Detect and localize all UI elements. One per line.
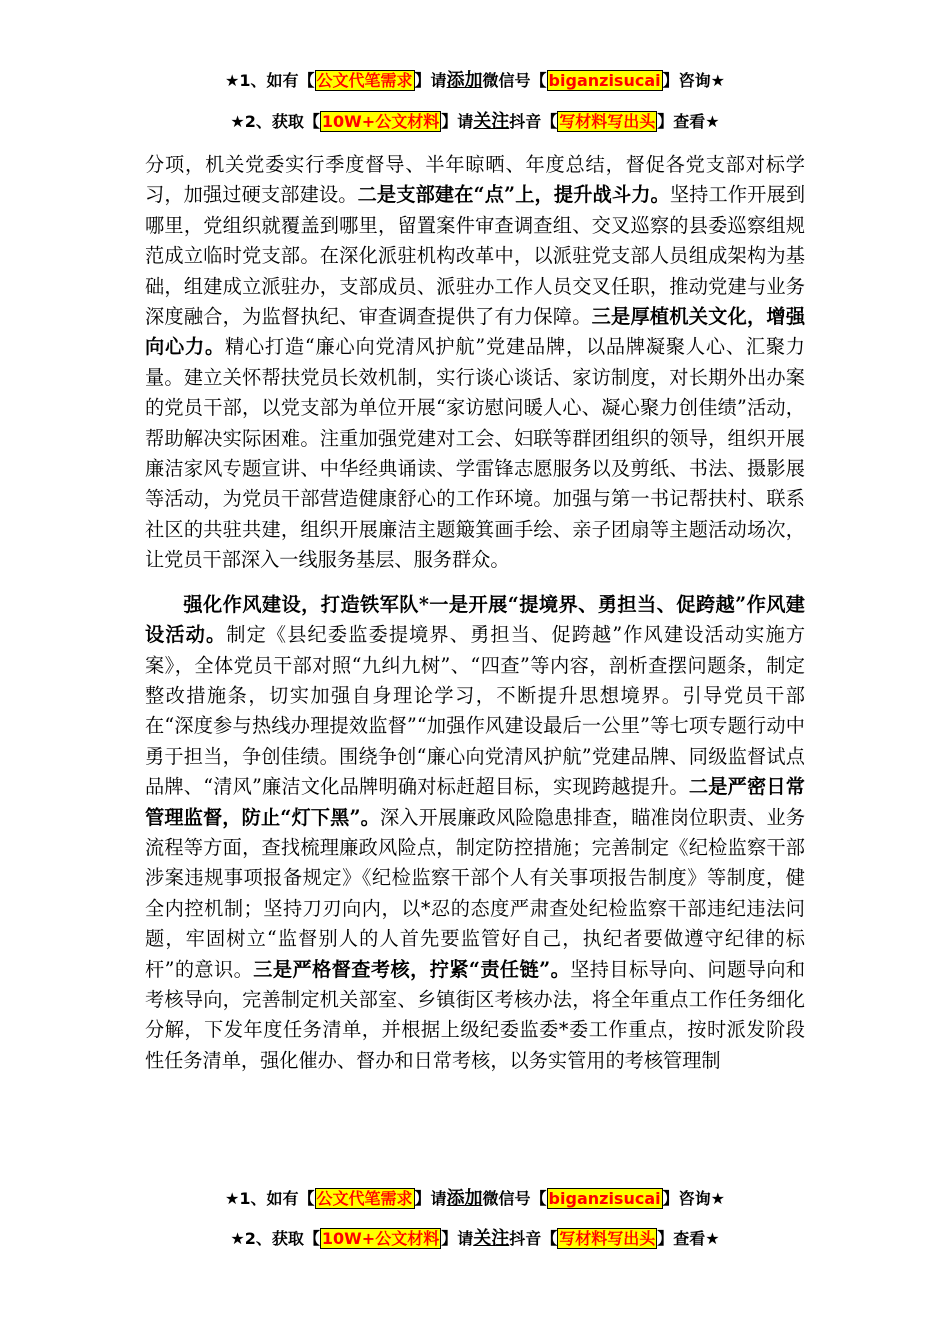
footer-highlight-materials: 10W+公文材料 [321, 1229, 440, 1248]
document-body [145, 150, 805, 1076]
footer-line-1: ★1、如有【 公文代笔需求 】请添加微信号【 biganzisucai 】咨询★ [225, 1188, 725, 1209]
footer-line-2: ★2、获取【 10W+公文材料 】请关注抖音【 写材料写出头 】查看★ [230, 1228, 720, 1249]
footer-emphasis-follow: 关注 [473, 1228, 510, 1249]
highlight-douyin: 写材料写出头 [559, 112, 656, 131]
bold-heading-work-style: 强化作风建设，打造铁军队*一是开展“提境界、勇担当、促跨越”作风建设活动。 [145, 592, 805, 647]
paragraph-party-building: 分项，机关党委实行季度督导、半年晾晒、年度总结，督促各党支部对标学习，加强过硬支部建设。二是支部建在“点”上，提升战斗力。坚持工作开展到哪里，党组织就覆盖到哪里，留置案件审查调查组、交叉巡察的县委巡察组规范成立临时党支部。在深化派驻机构改革中，以派驻党支部人员组成架构为基础，组建成立派驻办，支部成员、派驻办工作人员交叉任职，推动党建与业务深度融合，为监督执纪、审查调查提供了有力保障。三是厚植机关文化，增强向心力。精心打造“廉心向党清风护航”党建品牌，以品牌凝聚人心、汇聚力量。建立关怀帮扶党员长效机制，实行谈心谈话、家访制度，对长期外出办案的党员干部，以党支部为单位开展“家访慰问暖人心、凝心聚力创佳绩”活动，帮助解决实际困难。注重加强党建对工会、妇联等群团组织的领导，组织开展廉洁家风专题宣讲、中华经典诵读、学雷锋志愿服务以及剪纸、书法、摄影展等活动，为党员干部营造健康舒心的工作环境。加强与第一书记帮扶村、联系社区的共驻共建，组织开展廉洁主题簸箕画手绘、亲子团扇等主题活动场次，让党员干部深入一线服务基层、服务群众。 [145, 153, 806, 572]
bold-heading-culture: 三是厚植机关文化，增强向心力。 [145, 305, 806, 359]
footer-highlight-wechat-id: biganzisucai [548, 1189, 661, 1208]
footer-highlight-ghostwriting: 公文代笔需求 [316, 1189, 413, 1208]
emphasis-add: 添加 [446, 70, 483, 91]
bold-heading-assessment: 三是严格督查考核，拧紧“责任链”。 [253, 957, 571, 981]
emphasis-follow: 关注 [473, 111, 510, 132]
paragraph-work-style: 强化作风建设，打造铁军队*一是开展“提境界、勇担当、促跨越”作风建设活动。制定《县纪委监委提境界、勇担当、促跨越”作风建设活动实施方案》，全体党员干部对照“九纠九树”、“四查”等内容，剖析查摆问题条，制定整改措施条，切实加强自身理论学习，不断提升思想境界。引导党员干部在“深度参与热线办理提效监督”“加强作风建设最后一公里”等七项专题行动中勇于担当，争创佳绩。围绕争创“廉心向党清风护航”党建品牌、同级监督试点品牌、“清风”廉洁文化品牌明确对标赶超目标，实现跨越提升。二是严密日常管理监督，防止“灯下黑”。深入开展廉政风险隐患排查，瞄准岗位职责、业务流程等方面，查找梳理廉政风险点，制定防控措施；完善制定《纪检监察干部涉案违规事项报备规定》《纪检监察干部个人有关事项报告制度》等制度，健全内控机制；坚持刀刃向内，以*忍的态度严肃查处纪检监察干部违纪违法问题，牢固树立“监督别人的人首先要监管好自己，执纪者要做遵守纪律的标杆”的意识。三是严格督查考核，拧紧“责任链”。坚持目标导向、问题导向和考核导向，完善制定机关部室、乡镇街区考核办法，将全年重点工作任务细化分解，下发年度任务清单，并根据上级纪委监委*委工作重点，按时派发阶段性任务清单，强化催办、督办和日常考核，以务实管用的考核管理制 [145, 592, 806, 1072]
highlight-materials: 10W+公文材料 [321, 112, 440, 131]
bold-heading-supervision: 二是严密日常管理监督，防止“灯下黑”。 [145, 775, 805, 829]
header-line-2: ★2、获取【 10W+公文材料 】请关注抖音【 写材料写出头 】查看★ [230, 111, 720, 132]
highlight-wechat-id: biganzisucai [548, 71, 661, 90]
footer-highlight-douyin: 写材料写出头 [559, 1229, 656, 1248]
header-line-1: ★1、如有【 公文代笔需求 】请添加微信号【 biganzisucai 】咨询★ [225, 70, 725, 91]
highlight-ghostwriting: 公文代笔需求 [316, 71, 413, 90]
bold-heading-branch-point: 二是支部建在“点”上，提升战斗力。 [357, 183, 670, 207]
footer-emphasis-add: 添加 [446, 1188, 483, 1209]
